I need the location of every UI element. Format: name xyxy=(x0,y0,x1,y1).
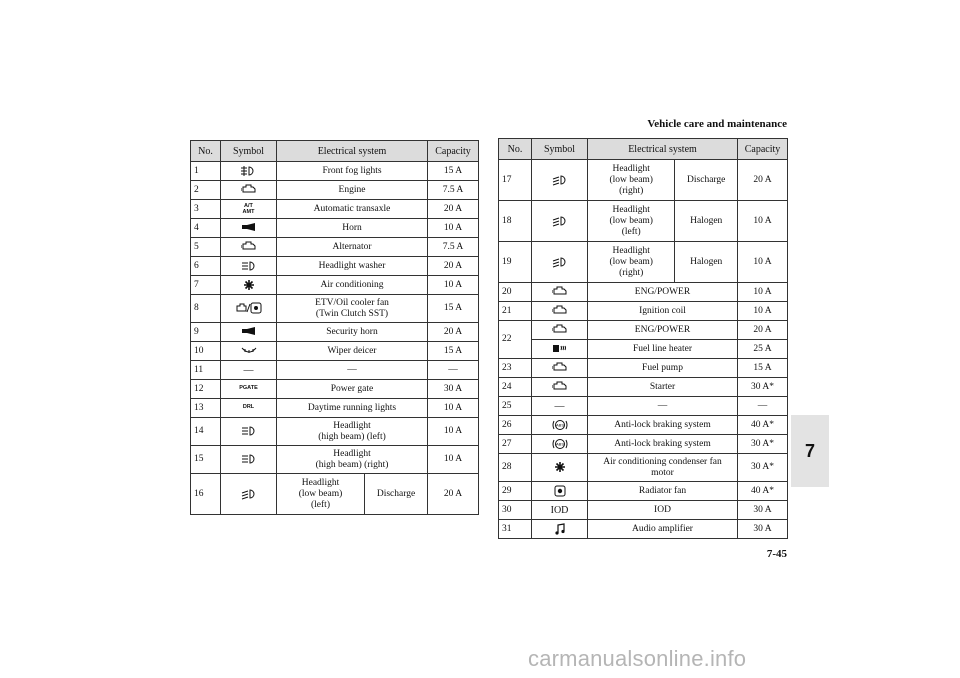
fuse-number: 27 xyxy=(499,435,532,454)
electrical-system: Engine xyxy=(277,181,428,200)
electrical-system: Radiator fan xyxy=(588,482,738,501)
capacity: 10 A xyxy=(738,283,788,302)
table-row xyxy=(191,399,479,418)
col-symbol-header: Symbol xyxy=(221,141,277,162)
electrical-system: ETV/Oil cooler fan (Twin Clutch SST) xyxy=(277,295,428,323)
capacity: 10 A xyxy=(738,201,788,242)
electrical-system: — xyxy=(588,397,738,416)
col-system-header: Electrical system xyxy=(277,141,428,162)
capacity: 15 A xyxy=(428,162,479,181)
fuse-table-left xyxy=(190,140,479,515)
fuse-number: 9 xyxy=(191,323,221,342)
capacity: 40 A* xyxy=(738,416,788,435)
fuse-number: 17 xyxy=(499,160,532,201)
horn-icon xyxy=(221,323,277,342)
engine-icon xyxy=(221,181,277,200)
table-row xyxy=(191,361,479,380)
capacity: 15 A xyxy=(428,342,479,361)
wiper-deicer-icon xyxy=(221,342,277,361)
pgate-icon: PGATE xyxy=(221,380,277,399)
fuse-number: 24 xyxy=(499,378,532,397)
high-beam-icon xyxy=(221,446,277,474)
fuse-number: 22 xyxy=(499,321,532,359)
headlight-type: Discharge xyxy=(687,174,726,185)
capacity: 10 A xyxy=(428,276,479,295)
fuse-number: 16 xyxy=(191,474,221,515)
table-row xyxy=(191,257,479,276)
table-row xyxy=(191,418,479,446)
engine-icon xyxy=(532,378,588,397)
svg-text:ABS: ABS xyxy=(555,441,564,447)
fuse-number: 3 xyxy=(191,200,221,219)
capacity: 25 A xyxy=(738,340,788,359)
fuse-number: 29 xyxy=(499,482,532,501)
electrical-system: IOD xyxy=(588,501,738,520)
capacity: 20 A xyxy=(428,257,479,276)
capacity: 30 A xyxy=(738,520,788,539)
watermark: carmanualsonline.info xyxy=(528,646,747,671)
fuse-number: 28 xyxy=(499,454,532,482)
capacity: 20 A xyxy=(428,323,479,342)
electrical-system: Headlight (low beam) (right) xyxy=(588,242,675,282)
table-row xyxy=(191,200,479,219)
fuse-number: 5 xyxy=(191,238,221,257)
headlight-washer-icon xyxy=(221,257,277,276)
electrical-system: Headlight (low beam) (left) xyxy=(588,201,675,241)
electrical-system: Air conditioning condenser fan motor xyxy=(588,454,738,482)
fuse-number: 1 xyxy=(191,162,221,181)
fuse-number: 8 xyxy=(191,295,221,323)
capacity: 10 A xyxy=(738,302,788,321)
capacity: 30 A* xyxy=(738,435,788,454)
symbol-text: — xyxy=(532,397,588,416)
capacity: 15 A xyxy=(738,359,788,378)
table-row xyxy=(191,323,479,342)
fuse-number: 20 xyxy=(499,283,532,302)
table-row xyxy=(499,160,788,201)
low-beam-icon xyxy=(532,160,588,201)
abs-icon xyxy=(532,435,588,454)
capacity: 10 A xyxy=(428,446,479,474)
capacity: 20 A xyxy=(738,321,788,340)
fuse-number: 31 xyxy=(499,520,532,539)
table-row xyxy=(499,359,788,378)
electrical-system: Alternator xyxy=(277,238,428,257)
electrical-system: Wiper deicer xyxy=(277,342,428,361)
symbol-text: — xyxy=(221,361,277,380)
capacity: 10 A xyxy=(428,399,479,418)
engine-icon xyxy=(532,283,588,302)
electrical-system: Headlight (low beam) (left) xyxy=(277,474,365,514)
col-capacity-header: Capacity xyxy=(428,141,479,162)
low-beam-icon xyxy=(532,242,588,283)
fuse-number: 12 xyxy=(191,380,221,399)
capacity: 40 A* xyxy=(738,482,788,501)
electrical-system: Power gate xyxy=(277,380,428,399)
electrical-system: Audio amplifier xyxy=(588,520,738,539)
front-fog-light-icon xyxy=(221,162,277,181)
engine-icon xyxy=(532,302,588,321)
fuse-number: 26 xyxy=(499,416,532,435)
air-conditioning-icon xyxy=(221,276,277,295)
symbol-text: IOD xyxy=(532,501,588,520)
horn-icon xyxy=(221,219,277,238)
fuse-number: 18 xyxy=(499,201,532,242)
capacity: 10 A xyxy=(428,418,479,446)
at-amt-icon: A/T AMT xyxy=(221,200,277,219)
table-header-row xyxy=(499,139,788,160)
table-row xyxy=(499,321,788,340)
table-row xyxy=(191,219,479,238)
table-row xyxy=(191,181,479,200)
system-cell xyxy=(277,474,428,515)
table-row xyxy=(191,342,479,361)
table-row xyxy=(499,520,788,539)
capacity: 10 A xyxy=(738,242,788,283)
table-row xyxy=(499,302,788,321)
electrical-system: Anti-lock braking system xyxy=(588,416,738,435)
fuse-number: 6 xyxy=(191,257,221,276)
table-row xyxy=(499,283,788,302)
condenser-fan-icon xyxy=(532,454,588,482)
capacity: 15 A xyxy=(428,295,479,323)
table-row xyxy=(191,474,479,515)
table-row xyxy=(191,276,479,295)
fuse-number: 30 xyxy=(499,501,532,520)
chapter-tab: 7 xyxy=(791,415,829,487)
table-row xyxy=(191,238,479,257)
table-row xyxy=(499,482,788,501)
fuse-number: 21 xyxy=(499,302,532,321)
fuse-number: 2 xyxy=(191,181,221,200)
electrical-system: Ignition coil xyxy=(588,302,738,321)
fuse-number: 13 xyxy=(191,399,221,418)
electrical-system: — xyxy=(277,361,428,380)
electrical-system: Horn xyxy=(277,219,428,238)
table-row xyxy=(191,295,479,323)
table-row xyxy=(499,242,788,283)
col-system-header: Electrical system xyxy=(588,139,738,160)
electrical-system: Air conditioning xyxy=(277,276,428,295)
table-header-row xyxy=(191,141,479,162)
section-title: Vehicle care and maintenance xyxy=(647,118,787,130)
fuse-number: 10 xyxy=(191,342,221,361)
engine-icon xyxy=(532,321,588,340)
headlight-type: Halogen xyxy=(690,256,723,267)
electrical-system: Fuel line heater xyxy=(588,340,738,359)
svg-text:ABS: ABS xyxy=(555,422,564,428)
engine-icon xyxy=(532,359,588,378)
col-no-header: No. xyxy=(499,139,532,160)
electrical-system: ENG/POWER xyxy=(588,321,738,340)
fuse-number: 23 xyxy=(499,359,532,378)
electrical-system: Headlight (low beam) (right) xyxy=(588,160,675,200)
electrical-system: Headlight (high beam) (left) xyxy=(277,418,428,446)
table-row xyxy=(499,201,788,242)
table-row xyxy=(499,501,788,520)
col-no-header: No. xyxy=(191,141,221,162)
electrical-system: Daytime running lights xyxy=(277,399,428,418)
radiator-fan-icon xyxy=(532,482,588,501)
table-row xyxy=(499,378,788,397)
system-cell xyxy=(588,201,738,242)
fuse-table-right xyxy=(498,138,788,539)
low-beam-icon xyxy=(221,474,277,515)
table-row xyxy=(499,435,788,454)
headlight-type: Halogen xyxy=(690,215,723,226)
electrical-system: Headlight (high beam) (right) xyxy=(277,446,428,474)
fuse-number: 25 xyxy=(499,397,532,416)
capacity: 20 A xyxy=(428,474,479,515)
electrical-system: Automatic transaxle xyxy=(277,200,428,219)
capacity: — xyxy=(428,361,479,380)
electrical-system: Anti-lock braking system xyxy=(588,435,738,454)
electrical-system: Headlight washer xyxy=(277,257,428,276)
capacity: — xyxy=(738,397,788,416)
engine-fan-icon xyxy=(221,295,277,323)
table-row xyxy=(499,454,788,482)
table-row xyxy=(499,340,788,359)
system-cell xyxy=(588,242,738,283)
fuse-number: 14 xyxy=(191,418,221,446)
capacity: 30 A* xyxy=(738,378,788,397)
fuse-number: 7 xyxy=(191,276,221,295)
capacity: 30 A xyxy=(428,380,479,399)
abs-icon xyxy=(532,416,588,435)
fuse-number: 11 xyxy=(191,361,221,380)
capacity: 20 A xyxy=(738,160,788,201)
capacity: 7.5 A xyxy=(428,238,479,257)
fuse-number: 15 xyxy=(191,446,221,474)
capacity: 7.5 A xyxy=(428,181,479,200)
electrical-system: Fuel pump xyxy=(588,359,738,378)
table-row xyxy=(191,446,479,474)
engine-icon xyxy=(221,238,277,257)
page-number: 7-45 xyxy=(766,548,787,560)
headlight-type: Discharge xyxy=(376,488,416,499)
col-capacity-header: Capacity xyxy=(738,139,788,160)
capacity: 10 A xyxy=(428,219,479,238)
electrical-system: Security horn xyxy=(277,323,428,342)
audio-icon xyxy=(532,520,588,539)
capacity: 30 A* xyxy=(738,454,788,482)
capacity: 30 A xyxy=(738,501,788,520)
table-row xyxy=(191,162,479,181)
table-row xyxy=(499,397,788,416)
fuse-number: 19 xyxy=(499,242,532,283)
system-cell xyxy=(588,160,738,201)
col-symbol-header: Symbol xyxy=(532,139,588,160)
capacity: 20 A xyxy=(428,200,479,219)
electrical-system: Front fog lights xyxy=(277,162,428,181)
high-beam-icon xyxy=(221,418,277,446)
fuse-number: 4 xyxy=(191,219,221,238)
table-row xyxy=(499,416,788,435)
drl-icon: DRL xyxy=(221,399,277,418)
table-row xyxy=(191,380,479,399)
electrical-system: ENG/POWER xyxy=(588,283,738,302)
electrical-system: Starter xyxy=(588,378,738,397)
fuel-heater-icon xyxy=(532,340,588,359)
low-beam-icon xyxy=(532,201,588,242)
